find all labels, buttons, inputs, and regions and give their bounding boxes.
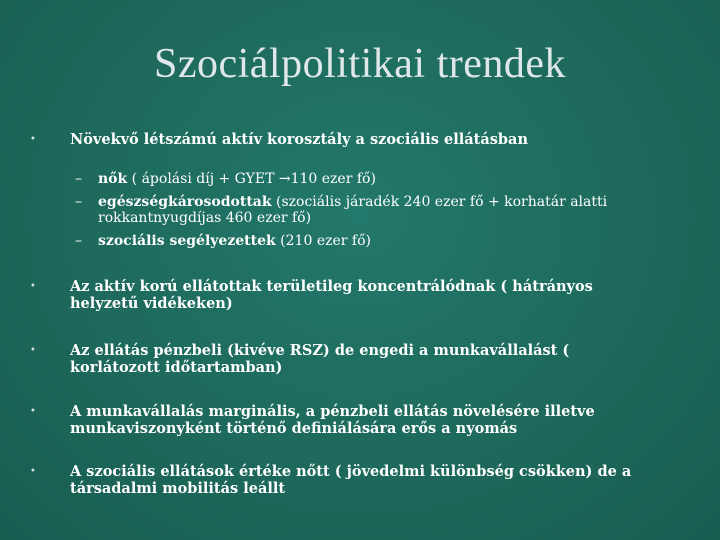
sub-marker: – xyxy=(75,171,82,187)
sub-text xyxy=(98,233,618,249)
bullet-marker: • xyxy=(30,134,36,145)
bullet-text: A munkavállalás marginális, a pénzbeli ellátás növelésére illetve munkaviszonyként történő definiálására erős a nyomás xyxy=(70,403,595,437)
bullet-text: Az aktív korú ellátottak területileg koncentrálódnak ( hátrányos helyzetű vidékeken) xyxy=(70,278,593,312)
slide-title: Szociálpolitikai trendek xyxy=(153,41,567,87)
bullet-marker: • xyxy=(30,345,36,356)
sub-marker: – xyxy=(75,194,82,210)
bullet-marker: • xyxy=(30,406,36,417)
sub-marker: – xyxy=(75,233,82,249)
bullet-text: Az ellátás pénzbeli (kivéve RSZ) de engedi a munkavállalást ( korlátozott időtartamban) xyxy=(70,342,570,376)
sub-text xyxy=(98,171,618,187)
bullet-text: Növekvő létszámú aktív korosztály a szociális ellátásban xyxy=(70,131,528,148)
sub-rest: ( ápolási díj + GYET →110 ezer fő) xyxy=(127,171,376,187)
sub-bold: egészségkárosodottak xyxy=(98,194,272,210)
sub-text xyxy=(98,194,618,226)
bullet-text: A szociális ellátások értéke nőtt ( jövedelmi különbség csökken) de a társadalmi mobilitás leállt xyxy=(70,463,632,497)
bullet-marker: • xyxy=(30,466,36,477)
sub-rest: (210 ezer fő) xyxy=(275,233,371,249)
sub-bold: szociális segélyezettek xyxy=(98,233,276,249)
sub-rest: (szociális járadék 240 ezer fő + korhatár alatti rokkantnyugdíjas 460 ezer fő) xyxy=(98,194,608,226)
bullet-marker: • xyxy=(30,281,36,292)
sub-bold: nők xyxy=(98,171,128,187)
